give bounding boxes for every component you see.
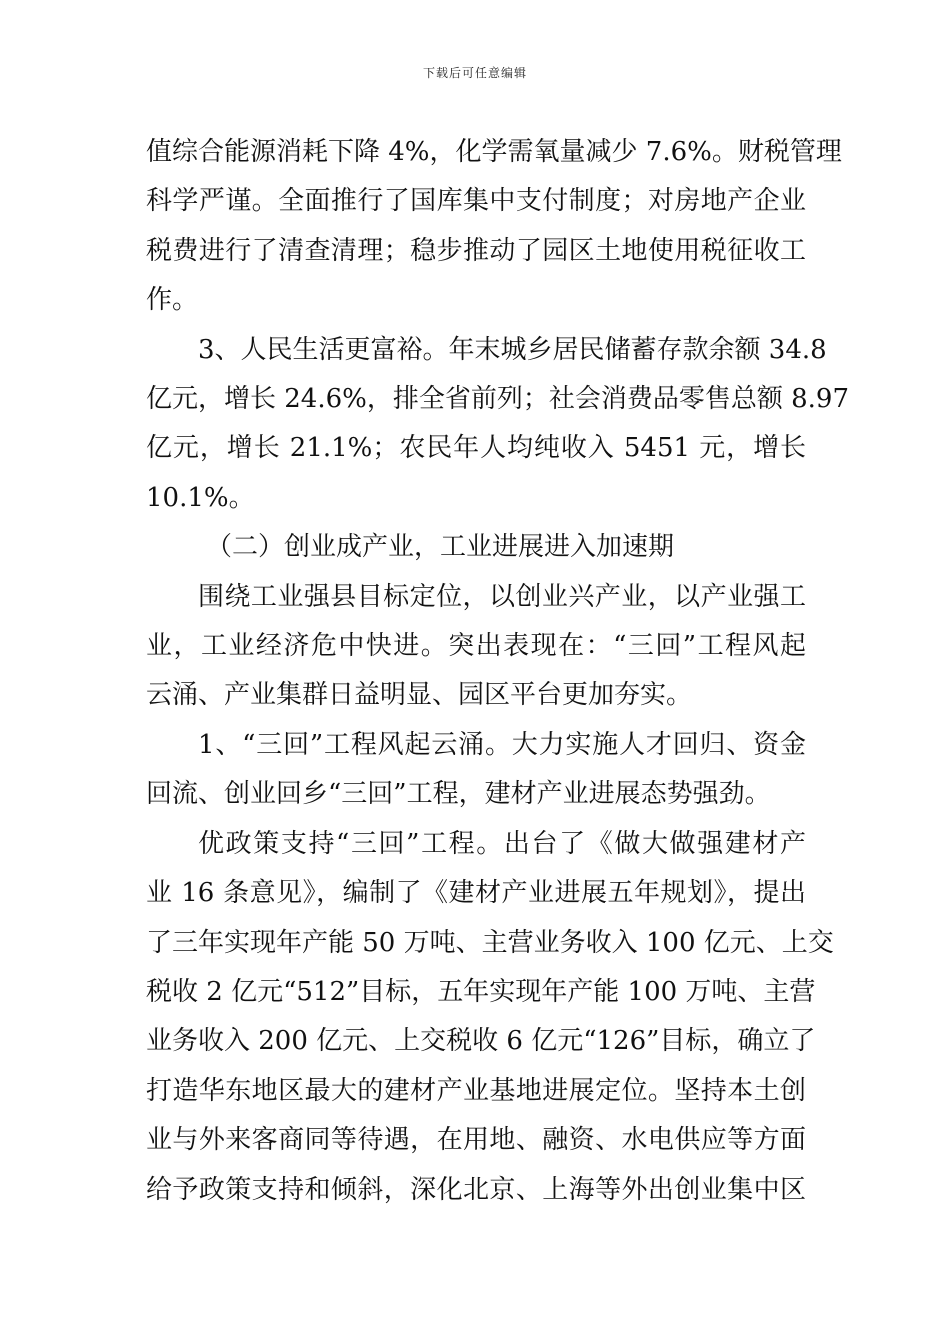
text-line: 优政策支持“三回”工程。出台了《做大做强建材产: [198, 828, 806, 859]
page-header: 下载后可任意编辑: [422, 66, 527, 80]
text-line: 税收 2 亿元“512”目标，五年实现年产能 100 万吨、主营: [146, 976, 816, 1007]
text-line: 业，工业经济危中快进。突出表现在：“三回”工程风起: [146, 631, 806, 662]
paragraph-living-standards: [146, 326, 850, 524]
section-heading: [146, 523, 806, 572]
text-line: 税费进行了清查清理；稳步推动了园区土地使用税征收工: [146, 235, 806, 266]
paragraph-policy-support: [146, 820, 834, 1215]
paragraph-energy-finance: [146, 128, 842, 326]
text-line: 回流、创业回乡“三回”工程，建材产业进展态势强劲。: [146, 779, 771, 810]
text-line: 10.1%。: [146, 482, 255, 513]
text-line: （二）创业成产业，工业进展进入加速期: [206, 532, 675, 563]
document-body: [146, 128, 850, 1215]
text-line: 业与外来客商同等待遇，在用地、融资、水电供应等方面: [146, 1125, 806, 1156]
paragraph-industry-overview: [146, 573, 806, 721]
text-line: 给予政策支持和倾斜，深化北京、上海等外出创业集中区: [146, 1174, 806, 1205]
text-line: 围绕工业强县目标定位，以创业兴产业，以产业强工: [198, 581, 806, 612]
text-line: 业 16 条意见》，编制了《建材产业进展五年规划》，提出: [146, 878, 806, 909]
text-line: 业务收入 200 亿元、上交税收 6 亿元“126”目标，确立了: [146, 1026, 816, 1057]
text-line: 3、人民生活更富裕。年末城乡居民储蓄存款余额 34.8: [198, 334, 827, 365]
text-line: 亿元，增长 21.1%；农民年人均纯收入 5451 元，增长: [146, 433, 806, 464]
text-line: 值综合能源消耗下降 4%，化学需氧量减少 7.6%。财税管理: [146, 137, 842, 167]
text-line: 云涌、产业集群日益明显、园区平台更加夯实。: [146, 680, 693, 711]
paragraph-three-return-project: [146, 721, 806, 820]
text-line: 打造华东地区最大的建材产业基地进展定位。坚持本土创: [146, 1075, 806, 1106]
text-line: 科学严谨。全面推行了国库集中支付制度；对房地产企业: [146, 186, 806, 217]
text-line: 1、“三回”工程风起云涌。大力实施人才回归、资金: [198, 729, 806, 760]
text-line: 作。: [146, 285, 199, 316]
text-line: 亿元，增长 24.6%，排全省前列；社会消费品零售总额 8.97: [146, 384, 850, 415]
text-line: 了三年实现年产能 50 万吨、主营业务收入 100 亿元、上交: [146, 927, 834, 958]
